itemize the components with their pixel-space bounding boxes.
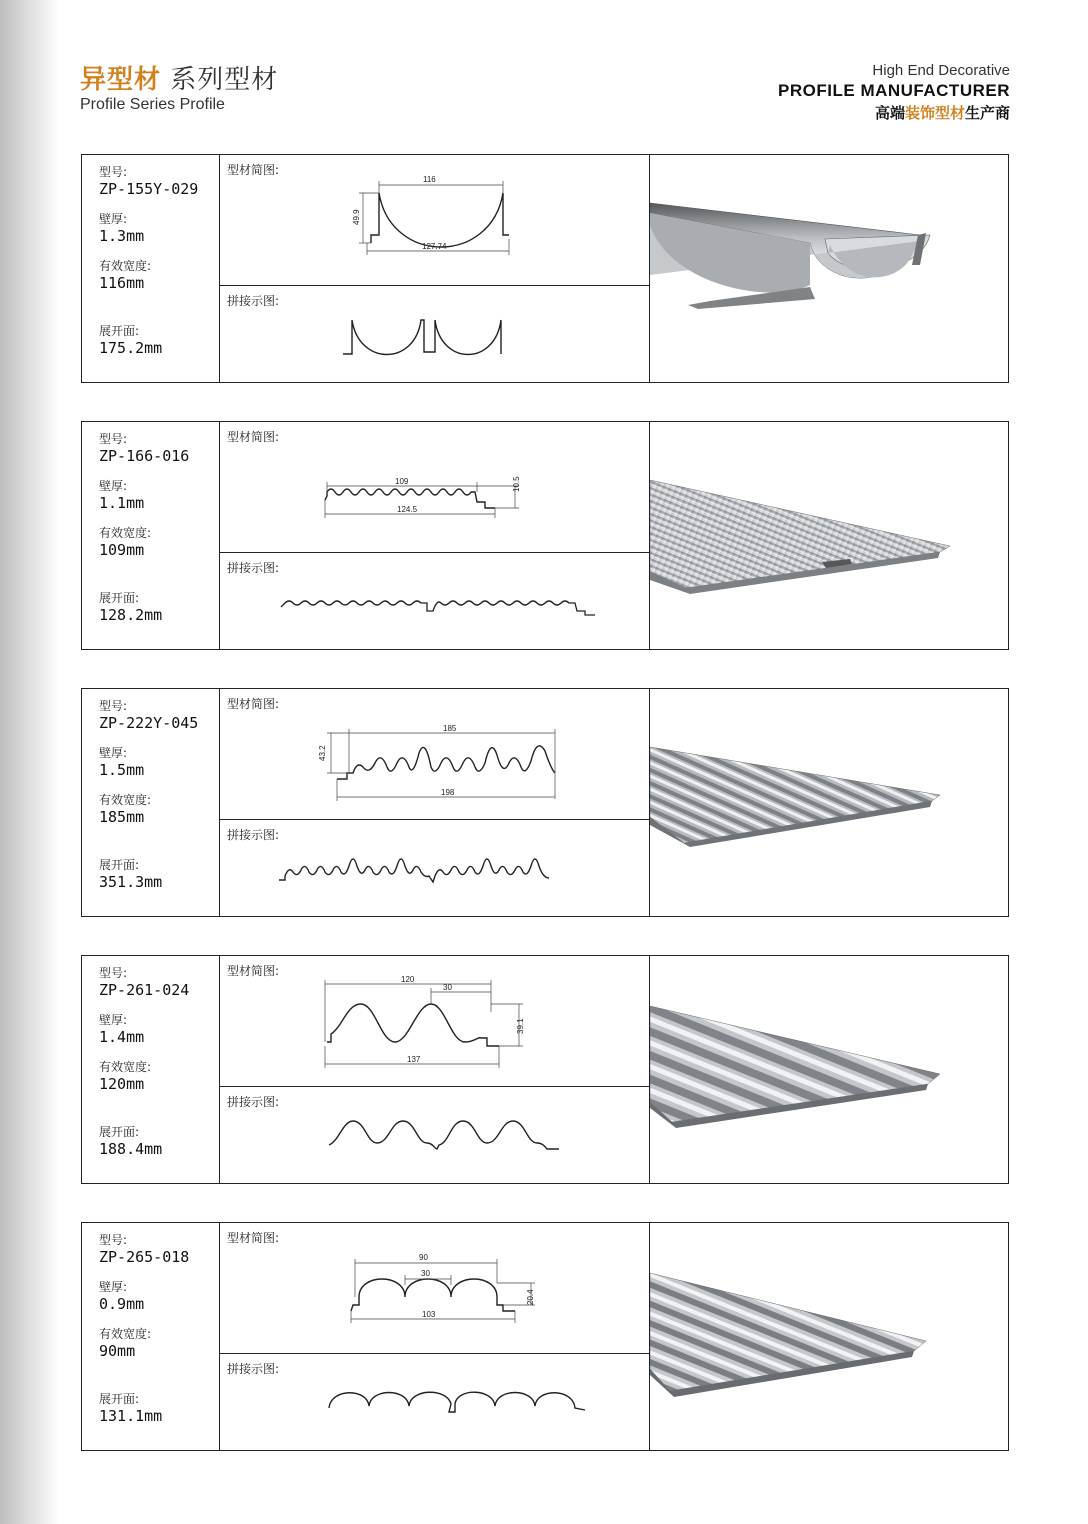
spec-thickness (99, 1280, 219, 1313)
product-card (81, 688, 1009, 917)
joint-diagram-label: 拼接示图: (227, 1095, 280, 1109)
spec-unfolded (99, 324, 219, 357)
joint-diagram-label: 拼接示图: (227, 1362, 280, 1376)
joint-diagram-pane (219, 820, 649, 916)
dim-total-label: 124.5 (397, 505, 418, 514)
brand-cn-part-b: 装饰型材 (904, 104, 965, 122)
spec-model (99, 966, 219, 999)
page-title-accent: 异型材 (80, 65, 162, 95)
dim-height-label: 10.5 (512, 476, 521, 492)
joint-diagram-label: 拼接示图: (227, 561, 280, 575)
page-header-right (778, 62, 1010, 123)
spec-effective-width-label: 有效宽度: (99, 1327, 152, 1341)
spec-unfolded-value: 128.2mm (99, 606, 163, 624)
spec-thickness-value: 1.4mm (99, 1028, 145, 1046)
dim-total-label: 103 (422, 1310, 436, 1319)
spec-effective-width (99, 1327, 219, 1360)
spec-thickness-label: 壁厚: (99, 746, 128, 760)
spec-effective-width (99, 793, 219, 826)
joint-diagram (219, 286, 650, 382)
profile-diagram-pane (219, 956, 649, 1087)
spec-effective-width-value: 109mm (99, 541, 145, 559)
spec-model-value: ZP-166-016 (99, 447, 190, 465)
spec-unfolded-label: 展开面: (99, 858, 140, 872)
joint-diagram-pane (219, 1087, 649, 1183)
profile-diagram-pane (219, 422, 649, 553)
profile-diagram-label: 型材简图: (227, 1231, 280, 1245)
drawing-column (219, 689, 650, 916)
joint-diagram (219, 1354, 650, 1450)
brand-cn-part-a: 高端 (874, 104, 905, 122)
spec-unfolded-value: 351.3mm (99, 873, 163, 891)
profile-diagram-pane (219, 1223, 649, 1354)
spec-model-label: 型号: (99, 432, 128, 446)
drawing-column (219, 422, 650, 649)
spec-model-label: 型号: (99, 165, 128, 179)
spec-column (82, 956, 220, 1183)
spec-thickness-label: 壁厚: (99, 212, 128, 226)
drawing-column (219, 1223, 650, 1450)
page-title (80, 64, 278, 96)
spec-model-value: ZP-222Y-045 (99, 714, 199, 732)
spec-thickness-value: 1.5mm (99, 761, 145, 779)
dim-height-label: 20.4 (526, 1289, 535, 1305)
spec-thickness-value: 0.9mm (99, 1295, 145, 1313)
spec-thickness (99, 746, 219, 779)
spec-model-label: 型号: (99, 1233, 128, 1247)
spec-column (82, 155, 220, 382)
profile-diagram (219, 1223, 650, 1354)
profile-diagram-label: 型材简图: (227, 430, 280, 444)
page-header-left (80, 64, 278, 114)
product-photo (650, 689, 1008, 916)
spec-effective-width-value: 185mm (99, 808, 145, 826)
page-subtitle: Profile Series Profile (80, 96, 225, 113)
product-photo (650, 1223, 1008, 1450)
profile-diagram (219, 422, 650, 553)
spec-effective-width-label: 有效宽度: (99, 526, 152, 540)
profile-diagram-label: 型材简图: (227, 964, 280, 978)
profile-diagram-pane (219, 689, 649, 820)
dim-pitch-label: 30 (443, 983, 452, 992)
dim-height-label: 39.1 (516, 1018, 525, 1034)
drawing-column (219, 155, 650, 382)
brand-chinese-tagline (778, 102, 1010, 123)
dim-width-label: 116 (423, 175, 436, 184)
spec-thickness-label: 壁厚: (99, 1013, 128, 1027)
dim-width-label: 109 (395, 477, 409, 486)
spec-model-value: ZP-265-018 (99, 1248, 190, 1266)
spec-thickness-label: 壁厚: (99, 1280, 128, 1294)
spec-effective-width-value: 90mm (99, 1342, 136, 1360)
joint-diagram-pane (219, 286, 649, 382)
spec-unfolded (99, 1125, 219, 1158)
spec-column (82, 422, 220, 649)
spec-effective-width-label: 有效宽度: (99, 1060, 152, 1074)
dim-height-label: 43.2 (318, 745, 327, 761)
profile-diagram (219, 956, 650, 1087)
spec-thickness-label: 壁厚: (99, 479, 128, 493)
spec-unfolded-value: 131.1mm (99, 1407, 163, 1425)
dim-width-label: 90 (419, 1253, 428, 1262)
product-card (81, 1222, 1009, 1451)
spec-unfolded-label: 展开面: (99, 1125, 140, 1139)
profile-diagram-label: 型材简图: (227, 163, 280, 177)
spec-thickness (99, 479, 219, 512)
spec-model-label: 型号: (99, 699, 128, 713)
page-edge-shadow (0, 0, 60, 1524)
brand-tagline: High End Decorative (872, 62, 1010, 79)
profile-diagram (219, 689, 650, 820)
dim-total-label: 137 (407, 1055, 421, 1064)
product-photo-render (650, 1223, 1008, 1450)
drawing-column (219, 956, 650, 1183)
spec-unfolded (99, 1392, 219, 1425)
profile-diagram-pane (219, 155, 649, 286)
spec-unfolded-label: 展开面: (99, 324, 140, 338)
dim-total-label: 198 (441, 788, 455, 797)
spec-thickness-value: 1.1mm (99, 494, 145, 512)
joint-diagram-pane (219, 553, 649, 649)
product-photo-render (650, 155, 1008, 382)
spec-effective-width (99, 526, 219, 559)
brand-cn-part-c: 生产商 (964, 104, 1010, 122)
spec-effective-width (99, 1060, 219, 1093)
spec-model (99, 165, 219, 198)
spec-thickness (99, 212, 219, 245)
dim-width-label: 120 (401, 975, 415, 984)
product-photo (650, 422, 1008, 649)
spec-effective-width-value: 120mm (99, 1075, 145, 1093)
spec-model (99, 1233, 219, 1266)
spec-unfolded (99, 858, 219, 891)
spec-thickness (99, 1013, 219, 1046)
spec-model-value: ZP-155Y-029 (99, 180, 199, 198)
dim-height-label: 49.9 (352, 209, 361, 225)
profile-diagram (219, 155, 650, 286)
spec-unfolded-value: 188.4mm (99, 1140, 163, 1158)
spec-column (82, 689, 220, 916)
joint-diagram (219, 553, 650, 649)
joint-diagram-label: 拼接示图: (227, 828, 280, 842)
product-card (81, 421, 1009, 650)
product-card (81, 955, 1009, 1184)
product-photo-render (650, 689, 1008, 916)
spec-unfolded (99, 591, 219, 624)
dim-width-label: 185 (443, 724, 457, 733)
dim-total-label: 127.74 (422, 242, 447, 251)
spec-unfolded-label: 展开面: (99, 591, 140, 605)
spec-column (82, 1223, 220, 1450)
product-card (81, 154, 1009, 383)
product-photo-render (650, 956, 1008, 1183)
spec-thickness-value: 1.3mm (99, 227, 145, 245)
spec-effective-width-label: 有效宽度: (99, 793, 152, 807)
brand-heading: PROFILE MANUFACTURER (778, 81, 1010, 100)
dim-pitch-label: 30 (421, 1269, 430, 1278)
product-photo (650, 155, 1008, 382)
spec-effective-width-label: 有效宽度: (99, 259, 152, 273)
profile-diagram-label: 型材简图: (227, 697, 280, 711)
joint-diagram (219, 820, 650, 916)
joint-diagram-label: 拼接示图: (227, 294, 280, 308)
joint-diagram (219, 1087, 650, 1183)
joint-diagram-pane (219, 1354, 649, 1450)
spec-unfolded-value: 175.2mm (99, 339, 163, 357)
spec-effective-width (99, 259, 219, 292)
page-title-rest: 系列型材 (170, 65, 279, 95)
spec-model-label: 型号: (99, 966, 128, 980)
spec-model-value: ZP-261-024 (99, 981, 190, 999)
spec-model (99, 699, 219, 732)
product-photo-render (650, 422, 1008, 649)
spec-effective-width-value: 116mm (99, 274, 145, 292)
spec-unfolded-label: 展开面: (99, 1392, 140, 1406)
product-photo (650, 956, 1008, 1183)
spec-model (99, 432, 219, 465)
